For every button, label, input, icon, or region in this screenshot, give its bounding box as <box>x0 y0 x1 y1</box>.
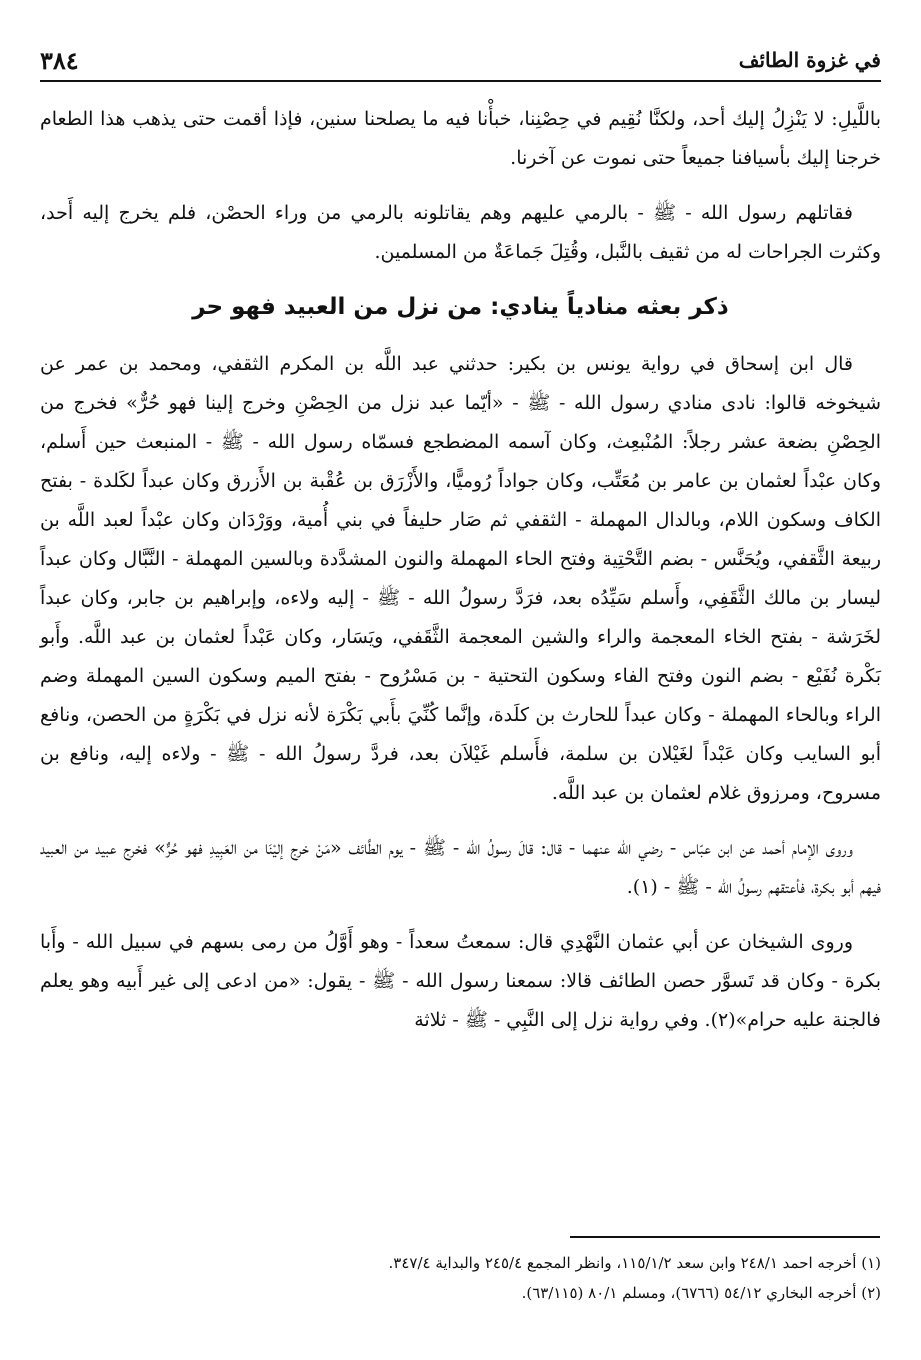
main-text <box>40 100 881 1056</box>
page-header <box>40 40 881 82</box>
footnote-2: (٢) أخرجه البخاري ٥٤/١٢ (٦٧٦٦)، ومسلم ٨٠/١ (٦٣/١١٥). <box>521 1284 881 1302</box>
running-title: في غزوة الطائف <box>738 48 881 72</box>
footnotes <box>40 1248 881 1308</box>
footnote-1: (١) أخرجه احمد ٢٤٨/١ وابن سعد ١١٥/١/٢، وانظر المجمع ٢٤٥/٤ والبداية ٣٤٧/٤. <box>388 1254 881 1272</box>
footnote-divider <box>570 1236 880 1238</box>
section-paragraph-1: قال ابن إسحاق في رواية يونس بن بكير: حدثني عبد اللَّه بن المكرم الثقفي، ومحمد بن عمر عن شيخوخه قالوا: نادى منادي رسول الله - ﷺ - «أيّما عبد نزل من الحِصْنِ وخرج إلينا فهو حُرٌّ» فخرج من الحِصْنِ بضعة عشر رجلاً: المُنْبعِث، وكان آسمه المضطجع فسمّاه رسول الله - ﷺ - المنبعث حين أَسلم، وكان عبْداً لعثمان بن عامر بن مُعَتِّب، وكان جواداً رُوميًّا، والأَزْرَق بن عُقْبة بن الأَزرق وكان عبداً لكَلدة - بفتح الكاف وسكون اللام، وبالدال المهملة - الثقفي ثم صَار حليفاً في بني أُمية، ووَرْدَان وكان عبْداً لعبد اللَّه بن ربيعة الثَّقفي، ويُحَنَّس - بضم التَّحْتِية وفتح الحاء المهملة والنون المشدَّدة وبالسين المهملة - النَّبَّال وكان عبداً ليسار بن مالك الثَّقَفِي، وأَسلم سَيِّدُه بعد، فرَدَّ رسولُ الله - ﷺ - إليه ولاءه، وإبراهيم بن جابر، وكان عبداً لخَرَشة - بفتح الخاء المعجمة والراء والشين المعجمة الثَّقَفي، ويَسَار، وكان عَبْداً لعثمان بن عبد اللَّه. وأَبو بَكْرة نُفَيْع - بضم النون وفتح الفاء وسكون التحتية - بن مَسْرُوح - بفتح الميم وسكون السين المهملة وضم الراء وبالحاء المهملة - وكان عبداً للحارث بن كلَدة، وإنَّما كُنِّيَ بأَبي بَكْرَة لأنه نزل في بَكْرَةٍ من الحصن، ونافع أبو السايب وكان عَبْداً لغَيْلان بن سلمة، فأَسلم غَيْلاَن بعد، فردَّ رسولُ الله - ﷺ - ولاءه إليه، ونافع بن مسروح، ومرزوق غلام لعثمان بن عبد اللَّه. <box>40 353 881 804</box>
page-number: ٣٨٤ <box>40 45 79 75</box>
section-paragraph-2: وروى الإمام أحمد عن ابن عبّاس - رضي الله عنهما - قال: قالَ رسولُ الله - ﷺ - يوم الطَّائف «مَنْ خرج إليْنَا من العَبِيدِ فهو حُرٌّ» فخرج عبيد من العبيد فيهم أبو بكرة، فأعتقهم رسولُ الله - ﷺ - (١). <box>40 837 881 898</box>
paragraph-2: فقاتلهم رسول الله - ﷺ - بالرمي عليهم وهم يقاتلونه بالرمي من وراء الحصْن، فلم يخرج إليه أَحد، وكثرت الجراحات له من ثقيف بالنَّبل، وقُتِلَ جَماعَةٌ من المسلمين. <box>40 202 881 263</box>
paragraph-1: باللَّيلِ: لا يَنْزِلُ إليك أحد، ولكنَّا نُقِيم في حِصْنِنا، خبأْنا فيه ما يصلحنا سنين، فإذا أقمت حتى يذهب هذا الطعام خرجنا إليك بأسيافنا جميعاً حتى نموت عن آخرنا. <box>40 108 881 169</box>
section-paragraph-3: وروى الشيخان عن أبي عثمان النَّهْدِي قال: سمعتُ سعداً - وهو أَوَّلُ من رمى بسهم في سبيل الله - وأَبا بكرة - وكان قد تَسوَّر حصن الطائف قالا: سمعنا رسول الله - ﷺ - يقول: «من ادعى إلى غير أَبيه وهو يعلم فالجنة عليه حرام»(٢). وفي رواية نزل إلى النَّبِي - ﷺ - ثلاثة <box>40 931 881 1031</box>
section-heading: ذكر بعثه منادياً ينادي: من نزل من العبيد فهو حر <box>192 294 729 320</box>
